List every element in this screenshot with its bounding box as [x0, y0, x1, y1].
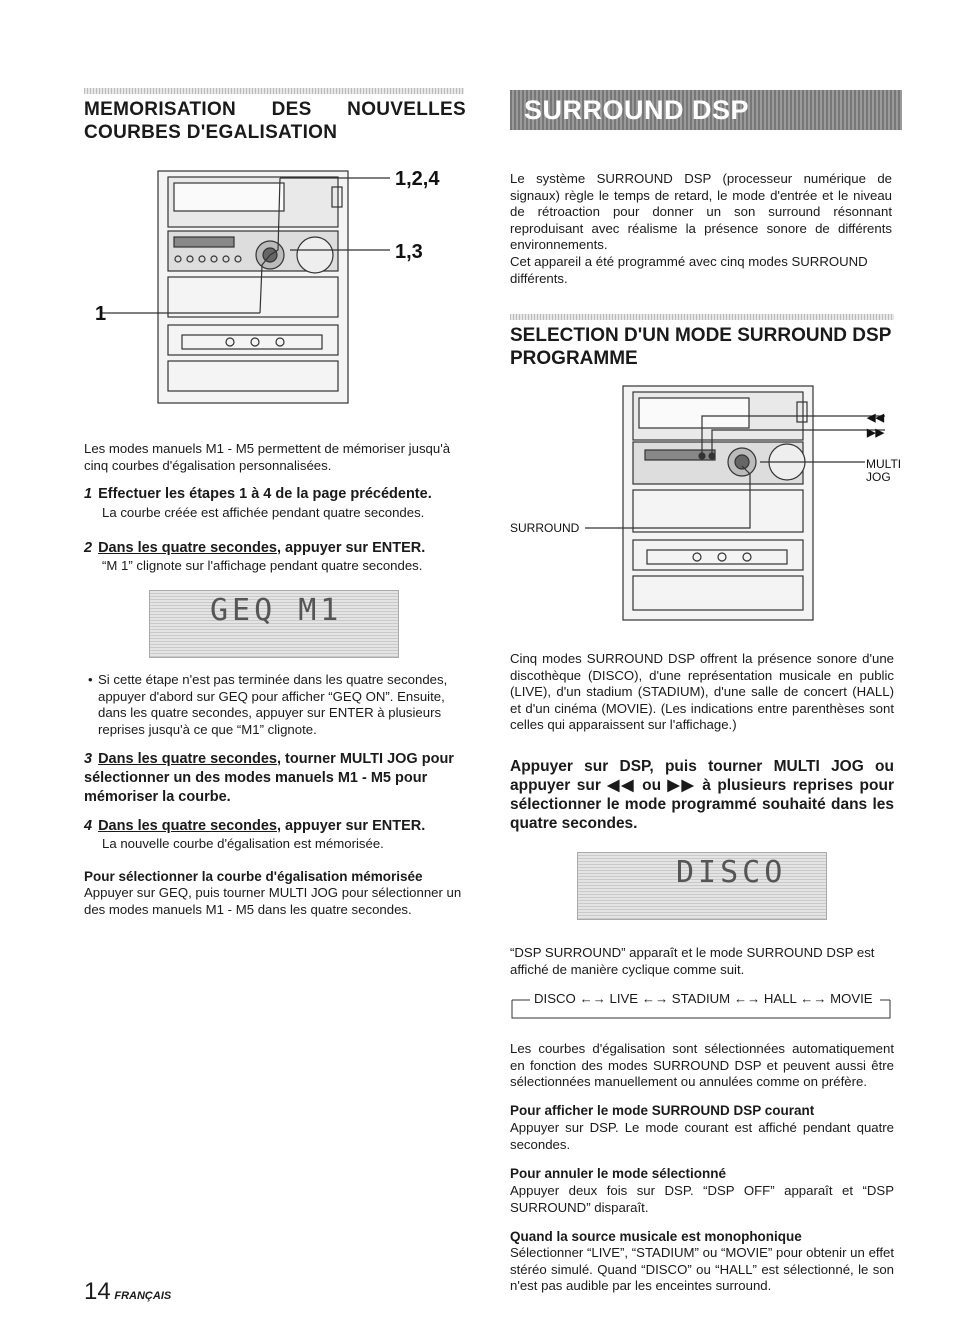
fig-label-b: 1,3	[395, 241, 423, 263]
cycle-items	[534, 991, 873, 1008]
section-heading-right	[510, 324, 900, 370]
header-rule	[84, 88, 464, 94]
cycle-item-disco: DISCO	[534, 991, 576, 1006]
cycle-arrow-icon: ←→	[641, 991, 669, 1006]
step-1	[84, 485, 474, 504]
step-4-title-rest: , appuyer sur ENTER.	[277, 818, 426, 834]
modes-description: Cinq modes SURROUND DSP offrent la présence sonore d'une discothèque (DISCO), d'une représentation musicale en public (LIVE), d'un stadium (STADIUM), d'une salle de concert (HALL) et d'un cinéma (MOVIE). (Les indications entre parenthèses sont celles qui apparaissent sur l'affichage.)	[510, 651, 894, 732]
lcd-text-geq: GEQ M1	[210, 593, 343, 628]
step-2-title-rest: , appuyer sur ENTER.	[277, 540, 426, 556]
lcd-display-disco	[577, 852, 827, 920]
left-intro: Les modes manuels M1 - M5 permettent de mémoriser jusqu'à cinq courbes d'égalisation personnalisées.	[84, 441, 451, 473]
page-footer	[84, 1278, 172, 1305]
fast-forward-label: ▶▶	[867, 427, 884, 439]
mode-cycle-diagram	[510, 988, 892, 1022]
cycle-arrow-icon: ←→	[733, 991, 761, 1006]
dsp-instruction: Appuyer sur DSP, puis tourner MULTI JOG ou appuyer sur ◀◀ ou ▶▶ à plusieurs reprises pour sélectionner le mode programmé souhaité dans les quatre secondes.	[510, 758, 894, 832]
tip-2-heading: Pour annuler le mode sélectionné	[510, 1166, 727, 1181]
surround-label: SURROUND	[510, 521, 580, 535]
tip-1-heading: Pour afficher le mode SURROUND DSP courant	[510, 1103, 815, 1118]
tip-1-text: Appuyer sur DSP. Le mode courant est affiché pendant quatre secondes.	[510, 1120, 894, 1152]
right-intro-1: Le système SURROUND DSP (processeur numérique de signaux) règle le temps de retard, le mode d'entrée et le niveau de rétroaction pour donner un son surround résonnant reproduisant avec réalisme la présence sonore de différents environnements.	[510, 171, 892, 252]
recall-text: Appuyer sur GEQ, puis tourner MULTI JOG pour sélectionner un des modes manuels M1 - M5 dans les quatre secondes.	[84, 885, 462, 917]
step-1-text: La courbe créée est affichée pendant quatre secondes.	[102, 505, 425, 520]
bullet-text: Si cette étape n'est pas terminée dans les quatre secondes, appuyer d'abord sur GEQ pour afficher “GEQ ON”. Ensuite, dans les quatre secondes, appuyer sur ENTER à plusieurs reprises jusqu'à ce que “M1” clignote.	[98, 672, 448, 737]
heading-line-1: MEMORISATION DES NOUVELLES	[84, 99, 466, 120]
heading-line-2: COURBES D'EGALISATION	[84, 122, 338, 143]
heading-right-line-1: SELECTION D'UN MODE SURROUND DSP	[510, 325, 892, 346]
bullet-note	[88, 672, 468, 738]
step-2-title-underlined: Dans les quatre secondes	[98, 540, 277, 556]
surround-dsp-banner: SURROUND DSP	[510, 90, 902, 130]
page-number: 14	[84, 1278, 111, 1305]
stereo-figure-right	[505, 380, 915, 625]
step-3-title-rest: , tourner MULTI JOG pour sélectionner un des modes manuels M1 - M5 pour mémoriser la courbe.	[84, 751, 454, 805]
jog-label: JOG	[866, 470, 891, 484]
cycle-item-movie: MOVIE	[830, 991, 873, 1006]
cycle-arrow-icon: ←→	[800, 991, 827, 1006]
step-4-number: 4	[84, 818, 93, 834]
step-2	[84, 539, 474, 558]
rewind-label: ◀◀	[867, 412, 884, 424]
section-heading-left	[84, 98, 466, 144]
heading-right-line-2: PROGRAMME	[510, 348, 638, 369]
recall-heading: Pour sélectionner la courbe d'égalisation mémorisée	[84, 869, 423, 884]
step-1-title: Effectuer les étapes 1 à 4 de la page précédente.	[98, 486, 432, 502]
bullet-icon: •	[88, 672, 93, 687]
cycle-item-hall: HALL	[763, 991, 797, 1006]
step-2-text: “M 1” clignote sur l'affichage pendant quatre secondes.	[102, 558, 423, 573]
right-intro-2: Cet appareil a été programmé avec cinq modes SURROUND différents.	[510, 254, 868, 286]
page-language: FRANÇAIS	[114, 1290, 172, 1302]
step-2-number: 2	[84, 540, 93, 556]
lcd-display-geq	[149, 590, 399, 658]
step-1-number: 1	[84, 486, 93, 502]
tip-3-text: Sélectionner “LIVE”, “STADIUM” ou “MOVIE” pour obtenir un effet stéréo simulé. Quand “DISCO” ou “HALL” est sélectionné, le son n'est pas audible par les enceintes surround.	[510, 1245, 894, 1293]
step-3	[84, 750, 468, 807]
tip-2-text: Appuyer deux fois sur DSP. “DSP OFF” apparaît et “DSP SURROUND” disparaît.	[510, 1183, 894, 1215]
step-3-number: 3	[84, 751, 93, 767]
fig-label-c: 1	[95, 303, 107, 325]
tip-3-heading: Quand la source musicale est monophonique	[510, 1229, 802, 1244]
auto-eq-text: Les courbes d'égalisation sont sélectionnées automatiquement en fonction des modes SURROUND DSP et peuvent aussi être sélectionnées manuellement ou annulées comme on préfère.	[510, 1041, 894, 1089]
cycle-intro: “DSP SURROUND” apparaît et le mode SURROUND DSP est affiché de manière cyclique comme suit.	[510, 945, 875, 977]
step-4	[84, 817, 474, 836]
section-rule-right	[510, 314, 894, 320]
lcd-text-disco: DISCO	[676, 855, 787, 890]
step-4-title-underlined: Dans les quatre secondes	[98, 818, 277, 834]
stereo-figure-left	[90, 165, 460, 410]
step-4-text: La nouvelle courbe d'égalisation est mémorisée.	[102, 836, 384, 851]
cycle-item-stadium: STADIUM	[671, 991, 731, 1006]
multi-label: MULTI	[866, 457, 902, 471]
fig-label-a: 1,2,4	[395, 168, 440, 190]
step-3-title-underlined: Dans les quatre secondes	[98, 751, 277, 767]
cycle-item-live: LIVE	[609, 991, 639, 1006]
cycle-arrow-icon: ←→	[579, 991, 606, 1006]
